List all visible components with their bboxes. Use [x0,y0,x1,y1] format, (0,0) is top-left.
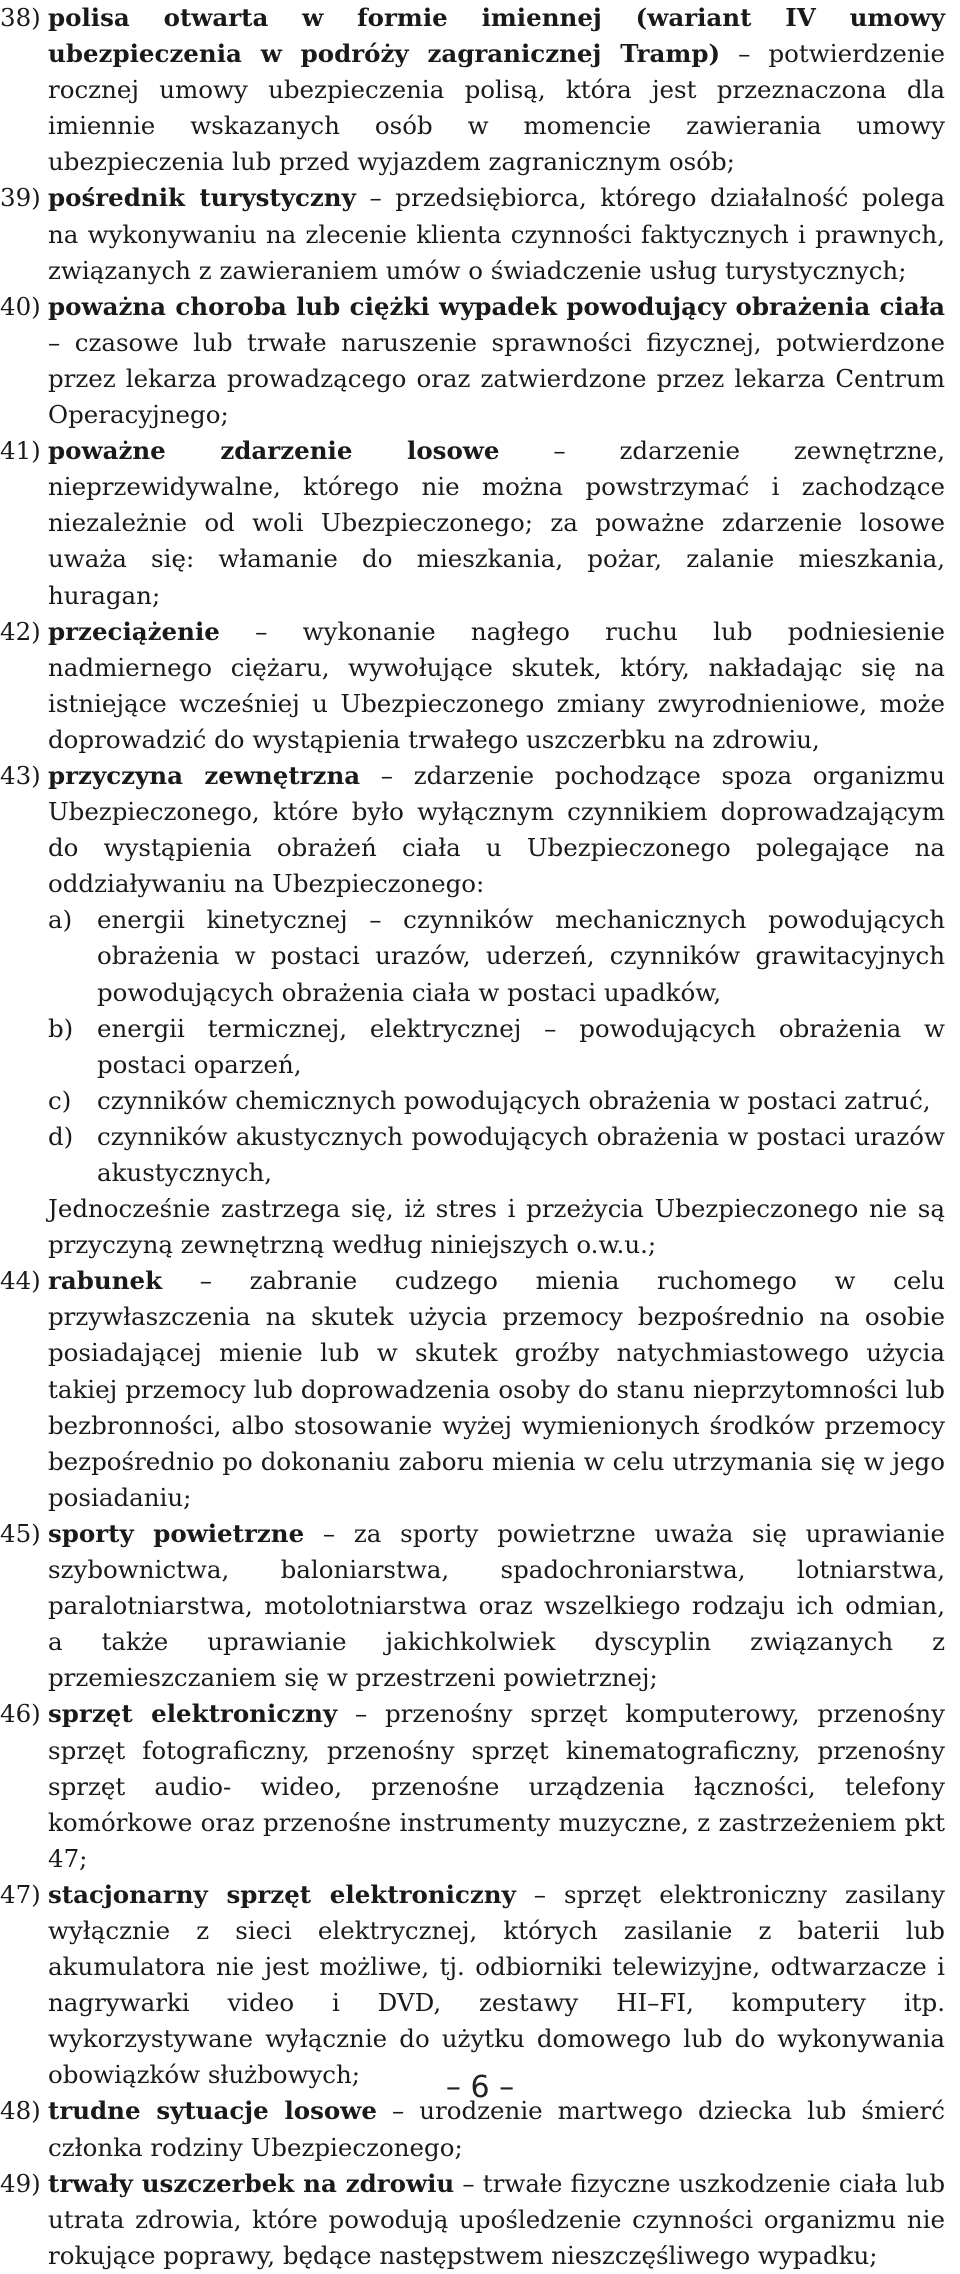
definition-number: 41) [0,436,41,466]
definition-number: 46) [0,1699,41,1729]
definition-text: – zdarzenie pochodzące spoza organizmu Ubezpieczonego, które było wyłącznym czynnikiem doprowadzającym do wystąpienia obrażeń ciała u Ubezpieczonego polegające na oddziaływaniu na Ubezpieczonego: [48,760,945,899]
definition-body [48,1263,945,1516]
definition-text: – zabranie cudzego mienia ruchomego w celu przywłaszczenia na skutek użycia przemocy bezpośrednio na osobie posiadającej mienie lub w skutek groźby natychmiastowego użycia takiej przemocy lub doprowadzenia osoby do stanu nieprzytomności lub bezbronności, albo stosowanie wyżej wymienionych środków przemocy bezpośrednio po dokonaniu zaboru mienia w celu utrzymania się w jego posiadaniu; [48,1266,945,1512]
sub-item-letter: c) [48,1085,72,1115]
sub-item-text: czynników akustycznych powodujących obrażenia w postaci urazów akustycznych, [97,1121,945,1187]
definition-body [48,1516,945,1696]
definition-number: 48) [0,2096,41,2126]
definition-body [48,614,945,758]
definition-item [0,289,945,433]
definition-number: 42) [0,616,41,646]
definition-number: 49) [0,2168,41,2198]
definition-item [0,180,945,288]
definition-body [48,1696,945,1876]
definition-body [48,433,945,613]
sub-item-letter: d) [48,1121,74,1151]
definition-item [0,2166,945,2274]
sub-item [48,902,945,1010]
definition-term: przyczyna zewnętrzna [48,760,361,790]
definition-number: 45) [0,1518,41,1548]
definition-term: poważna choroba lub ciężki wypadek powodujący obrażenia ciała [48,291,945,321]
definition-item [0,1263,945,1516]
page-number: – 6 – [445,2070,515,2105]
definition-number: 43) [0,760,41,790]
sub-item [48,1119,945,1191]
definition-text: – czasowe lub trwałe naruszenie sprawności fizycznej, potwierdzone przez lekarza prowadzącego oraz zatwierdzone przez lekarza Centrum Operacyjnego; [48,327,945,430]
definition-number: 39) [0,183,41,213]
definition-term: trudne sytuacje losowe [48,2096,377,2126]
definition-item [0,614,945,758]
definition-text: – trwałe fizyczne uszkodzenie ciała lub utrata zdrowia, które powodują upośledzenie czynności organizmu nie rokujące poprawy, będące następstwem nieszczęśliwego wypadku; [48,2168,946,2270]
sub-item-letter: b) [48,1013,74,1043]
sub-item [48,1011,945,1083]
sub-item [48,1083,945,1119]
definition-term: poważne zdarzenie losowe [48,436,500,466]
definition-term: stacjonarny sprzęt elektroniczny [48,1879,516,1909]
definition-text: – przedsiębiorca, którego działalność polega na wykonywaniu na zlecenie klienta czynności faktycznych i prawnych, związanych z zawieraniem umów o świadczenie usług turystycznych; [48,183,945,285]
definition-text: – wykonanie nagłego ruchu lub podniesienie nadmiernego ciężaru, wywołujące skutek, który, nakładając się na istniejące wcześniej u Ubezpieczonego zmiany zwyrodnieniowe, może doprowadzić do wystąpienia trwałego uszczerbku na zdrowiu, [48,616,945,754]
definition-term: rabunek [48,1266,163,1296]
definition-term: pośrednik turystyczny [48,183,356,213]
definition-text: – sprzęt elektroniczny zasilany wyłącznie z sieci elektrycznej, których zasilanie z baterii lub akumulatora nie jest możliwe, tj. odbiorniki telewizyjne, odtwarzacze i nagrywarki video i DVD, zestawy HI–FI, komputery itp. wykorzystywane wyłącznie do użytku domowego lub do wykonywania obowiązków służbowych; [48,1879,946,2090]
definition-term: trwały uszczerbek na zdrowiu [48,2168,455,2198]
definition-text: – zdarzenie zewnętrzne, nieprzewidywalne, którego nie można powstrzymać i zachodzące niezależnie od woli Ubezpieczonego; za poważne zdarzenie losowe uważa się: włamanie do mieszkania, pożar, zalanie mieszkania, huragan; [48,436,946,610]
definition-number: 44) [0,1266,41,1296]
definition-term: sporty powietrzne [48,1518,305,1548]
sub-item-text: energii kinetycznej – czynników mechanicznych powodujących obrażenia w postaci urazów, uderzeń, czynników grawitacyjnych powodujących obrażenia ciała w postaci upadków, [97,905,945,1007]
definition-text: – za sporty powietrzne uważa się uprawianie szybownictwa, baloniarstwa, spadochroniarstwa, lotniarstwa, paralotniarstwa, motolotniarstwa oraz wszelkiego rodzaju ich odmian, a także uprawianie jakichkolwiek dyscyplin związanych z przemieszczaniem się w przestrzeni powietrznej; [48,1518,945,1693]
definition-term: polisa otwarta w formie imiennej (wariant IV umowy ubezpieczenia w podróży zagranicznej Tramp) [48,3,945,69]
definition-body [48,0,945,180]
definition-number: 40) [0,291,41,321]
definition-term: sprzęt elektroniczny [48,1699,338,1729]
sub-item-text: energii termicznej, elektrycznej – powodujących obrażenia w postaci oparzeń, [97,1013,945,1079]
definition-number: 47) [0,1879,41,1909]
definition-text: – urodzenie martwego dziecka lub śmierć członka rodziny Ubezpieczonego; [48,2096,945,2162]
definition-body [48,2166,945,2274]
note-paragraph: Jednocześnie zastrzega się, iż stres i przeżycia Ubezpieczonego nie są przyczyną zewnętrzną według niniejszych o.w.u.; [48,1194,945,1260]
definition-body [48,180,945,288]
definition-item [0,433,945,613]
definition-text: – przenośny sprzęt komputerowy, przenośny sprzęt fotograficzny, przenośny sprzęt kinematograficzny, przenośny sprzęt audio- wideo, przenośne urządzenia łączności, telefony komórkowe oraz przenośne instrumenty muzyczne, z zastrzeżeniem pkt 47; [48,1699,945,1873]
definition-item [0,758,945,902]
definition-item [0,1516,945,1696]
definition-number: 38) [0,3,41,32]
definition-term: przeciążenie [48,616,220,646]
definition-body [48,289,945,433]
definition-item [0,1877,945,2094]
sub-item-text: czynników chemicznych powodujących obrażenia w postaci zatruć, [97,1085,931,1115]
definition-item [0,1696,945,1876]
definition-item [0,0,945,180]
definition-body [48,758,945,902]
definition-text: – potwierdzenie rocznej umowy ubezpieczenia polisą, która jest przeznaczona dla imiennie wskazanych osób w momencie zawierania umowy ubezpieczenia lub przed wyjazdem zagranicznym osób; [48,39,945,177]
definition-body [48,1877,945,2094]
sub-item-letter: a) [48,905,73,935]
